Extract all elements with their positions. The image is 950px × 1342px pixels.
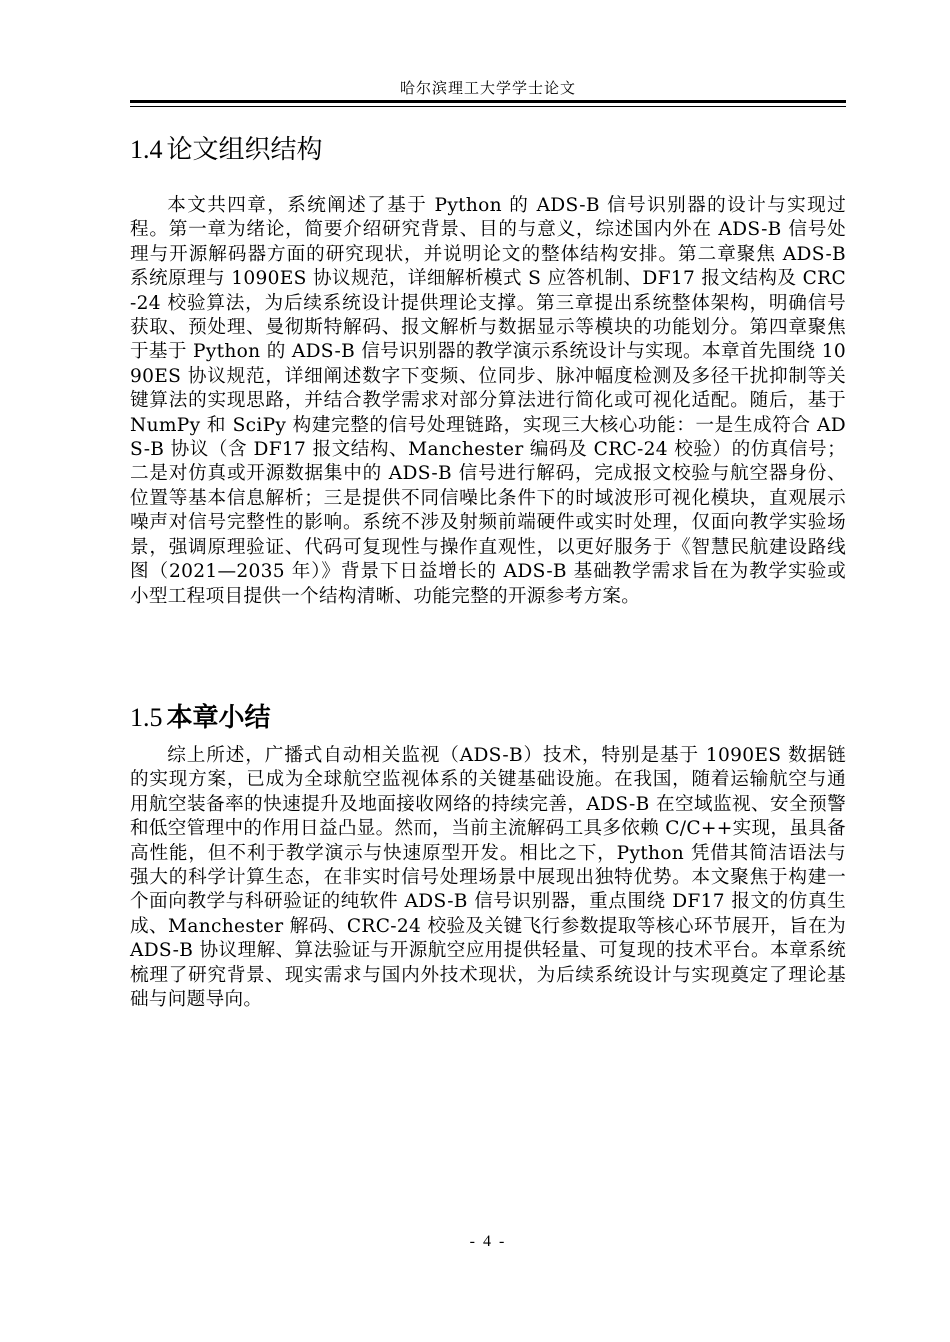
section-title: 论文组织结构 (166, 135, 323, 165)
section-number: 1.4 (130, 135, 163, 164)
body-paragraph: 本文共四章，系统阐述了基于 Python 的 ADS-B 信号识别器的设计与实现过程。第一章为绪论，简要介绍研究背景、目的与意义，综述国内外在 ADS-B 信号处理与开源解码器方面的研究现状，并说明论文的整体结构安排。第二章聚焦 ADS-B 系统原理与 1090ES 协议规范，详细解析模式 S 应答机制、DF17 报文结构及 CRC-24 校验算法，为后续系统设计提供理论支撑。第三章提出系统整体架构，明确信号获取、预处理、曼彻斯特解码、报文解析与数据显示等模块的功能划分。第四章聚焦于基于 Python 的 ADS-B 信号识别器的教学演示系统设计与实现。本章首先围绕 1090ES 协议规范，详细阐述数字下变频、位同步、脉冲幅度检测及多径干扰抑制等关键算法的实现思路，并结合教学需求对部分算法进行简化或可视化适配。随后，基于 NumPy 和 SciPy 构建完整的信号处理链路，实现三大核心功能：一是生成符合 ADS-B 协议（含 DF17 报文结构、Manchester 编码及 CRC-24 校验）的仿真信号；二是对仿真或开源数据集中的 ADS-B 信号进行解码，完成报文校验与航空器身份、位置等基本信息解析；三是提供不同信噪比条件下的时域波形可视化模块，直观展示噪声对信号完整性的影响。系统不涉及射频前端硬件或实时处理，仅面向教学实验场景，强调原理验证、代码可复现性与操作直观性，以更好服务于《智慧民航建设路线图（2021—2035 年）》背景下日益增长的 ADS-B 基础教学需求旨在为教学实验或小型工程项目提供一个结构清晰、功能完整的开源参考方案。 (130, 195, 846, 607)
header-rule-thin (130, 106, 846, 107)
section-title: 本章小结 (166, 703, 271, 733)
section-heading-1-5 (130, 702, 271, 734)
section-number: 1.5 (130, 703, 163, 732)
body-paragraph: 综上所述，广播式自动相关监视（ADS-B）技术，特别是基于 1090ES 数据链的实现方案，已成为全球航空监视体系的关键基础设施。在我国，随着运输航空与通用航空装备率的快速提升及地面接收网络的持续完善，ADS-B 在空域监视、安全预警和低空管理中的作用日益凸显。然而，当前主流解码工具多依赖 C/C++实现，虽具备高性能，但不利于教学演示与快速原型开发。相比之下，Python 凭借其简洁语法与强大的科学计算生态，在非实时信号处理场景中展现出独特优势。本文聚焦于构建一个面向教学与科研验证的纯软件 ADS-B 信号识别器，重点围绕 DF17 报文的仿真生成、Manchester 解码、CRC-24 校验及关键飞行参数提取等核心环节展开，旨在为 ADS-B 协议理解、算法验证与开源航空应用提供轻量、可复现的技术平台。本章系统梳理了研究背景、现实需求与国内外技术现状，为后续系统设计与实现奠定了理论基础与问题导向。 (130, 745, 846, 1011)
page-number: - 4 - (469, 1233, 507, 1250)
running-header: 哈尔滨理工大学学士论文 (399, 79, 576, 97)
section-heading-1-4 (130, 134, 323, 166)
header-rule-thick (130, 100, 846, 103)
